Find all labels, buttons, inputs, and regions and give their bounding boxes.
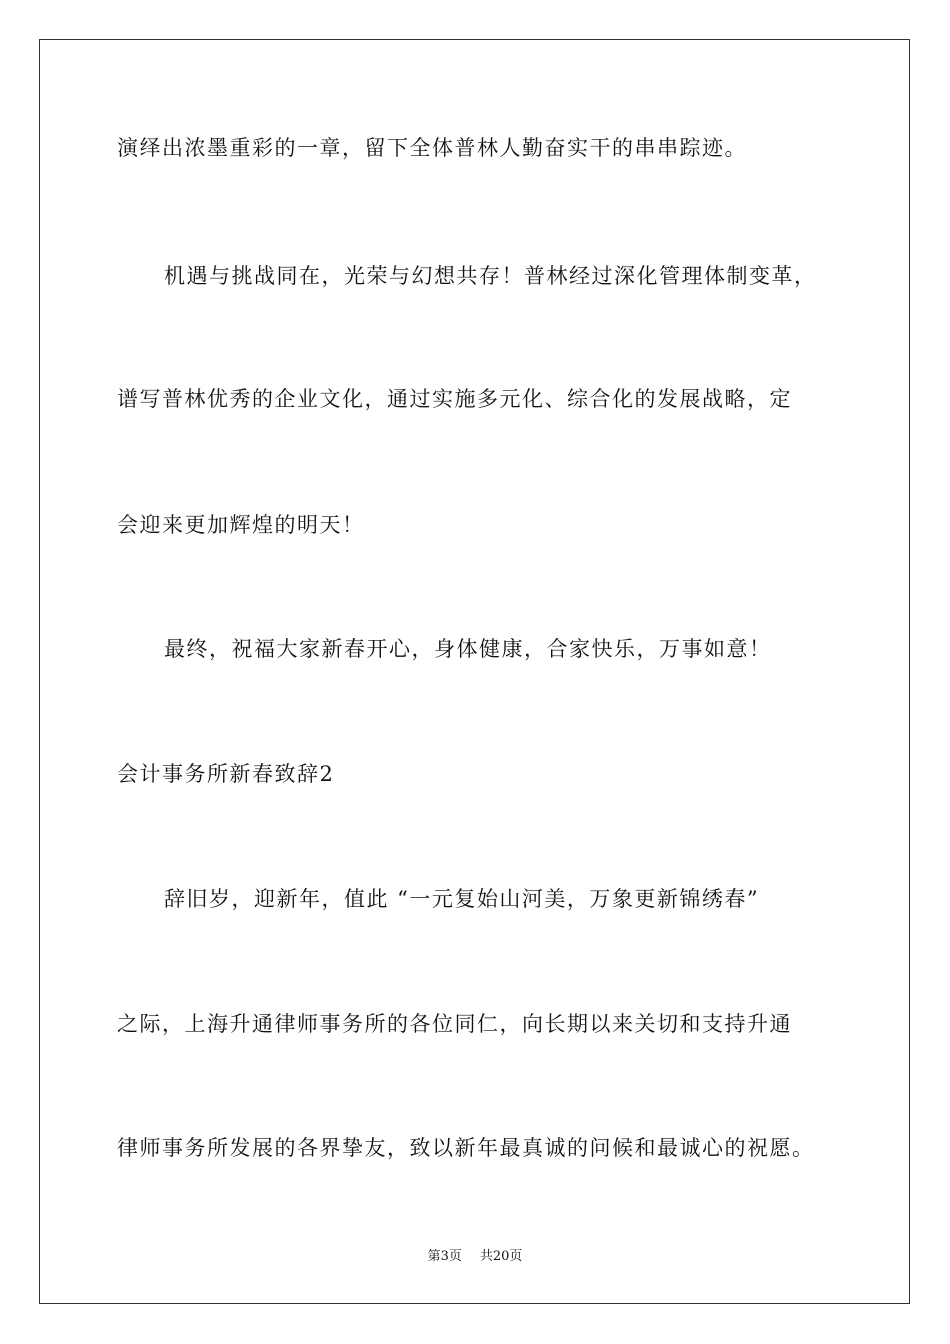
page-number: 第3页 <box>427 1249 462 1264</box>
paragraph-line-1: 演绎出浓墨重彩的一章，留下全体普林人勤奋实干的串串踪迹。 <box>117 136 747 160</box>
paragraph-line-8: 律师事务所发展的各界挚友，致以新年最真诚的问候和最诚心的祝愿。 <box>117 1136 815 1160</box>
paragraph-line-3: 谱写普林优秀的企业文化，通过实施多元化、综合化的发展战略，定 <box>117 387 792 411</box>
paragraph-line-4: 会迎来更加辉煌的明天！ <box>117 513 365 537</box>
paragraph-line-2: 机遇与挑战同在，光荣与幻想共存！普林经过深化管理体制变革， <box>164 264 817 288</box>
paragraph-line-6: 辞旧岁，迎新年，值此 “一元复始山河美，万象更新锦绣春” <box>164 887 760 911</box>
section-heading: 会计事务所新春致辞2 <box>117 762 335 786</box>
page-border <box>39 39 910 1304</box>
page-total: 共20页 <box>479 1249 523 1264</box>
paragraph-line-7: 之际，上海升通律师事务所的各位同仁，向长期以来关切和支持升通 <box>117 1012 792 1036</box>
page-footer <box>0 1248 950 1266</box>
paragraph-line-5: 最终，祝福大家新春开心，身体健康，合家快乐，万事如意！ <box>164 637 772 661</box>
